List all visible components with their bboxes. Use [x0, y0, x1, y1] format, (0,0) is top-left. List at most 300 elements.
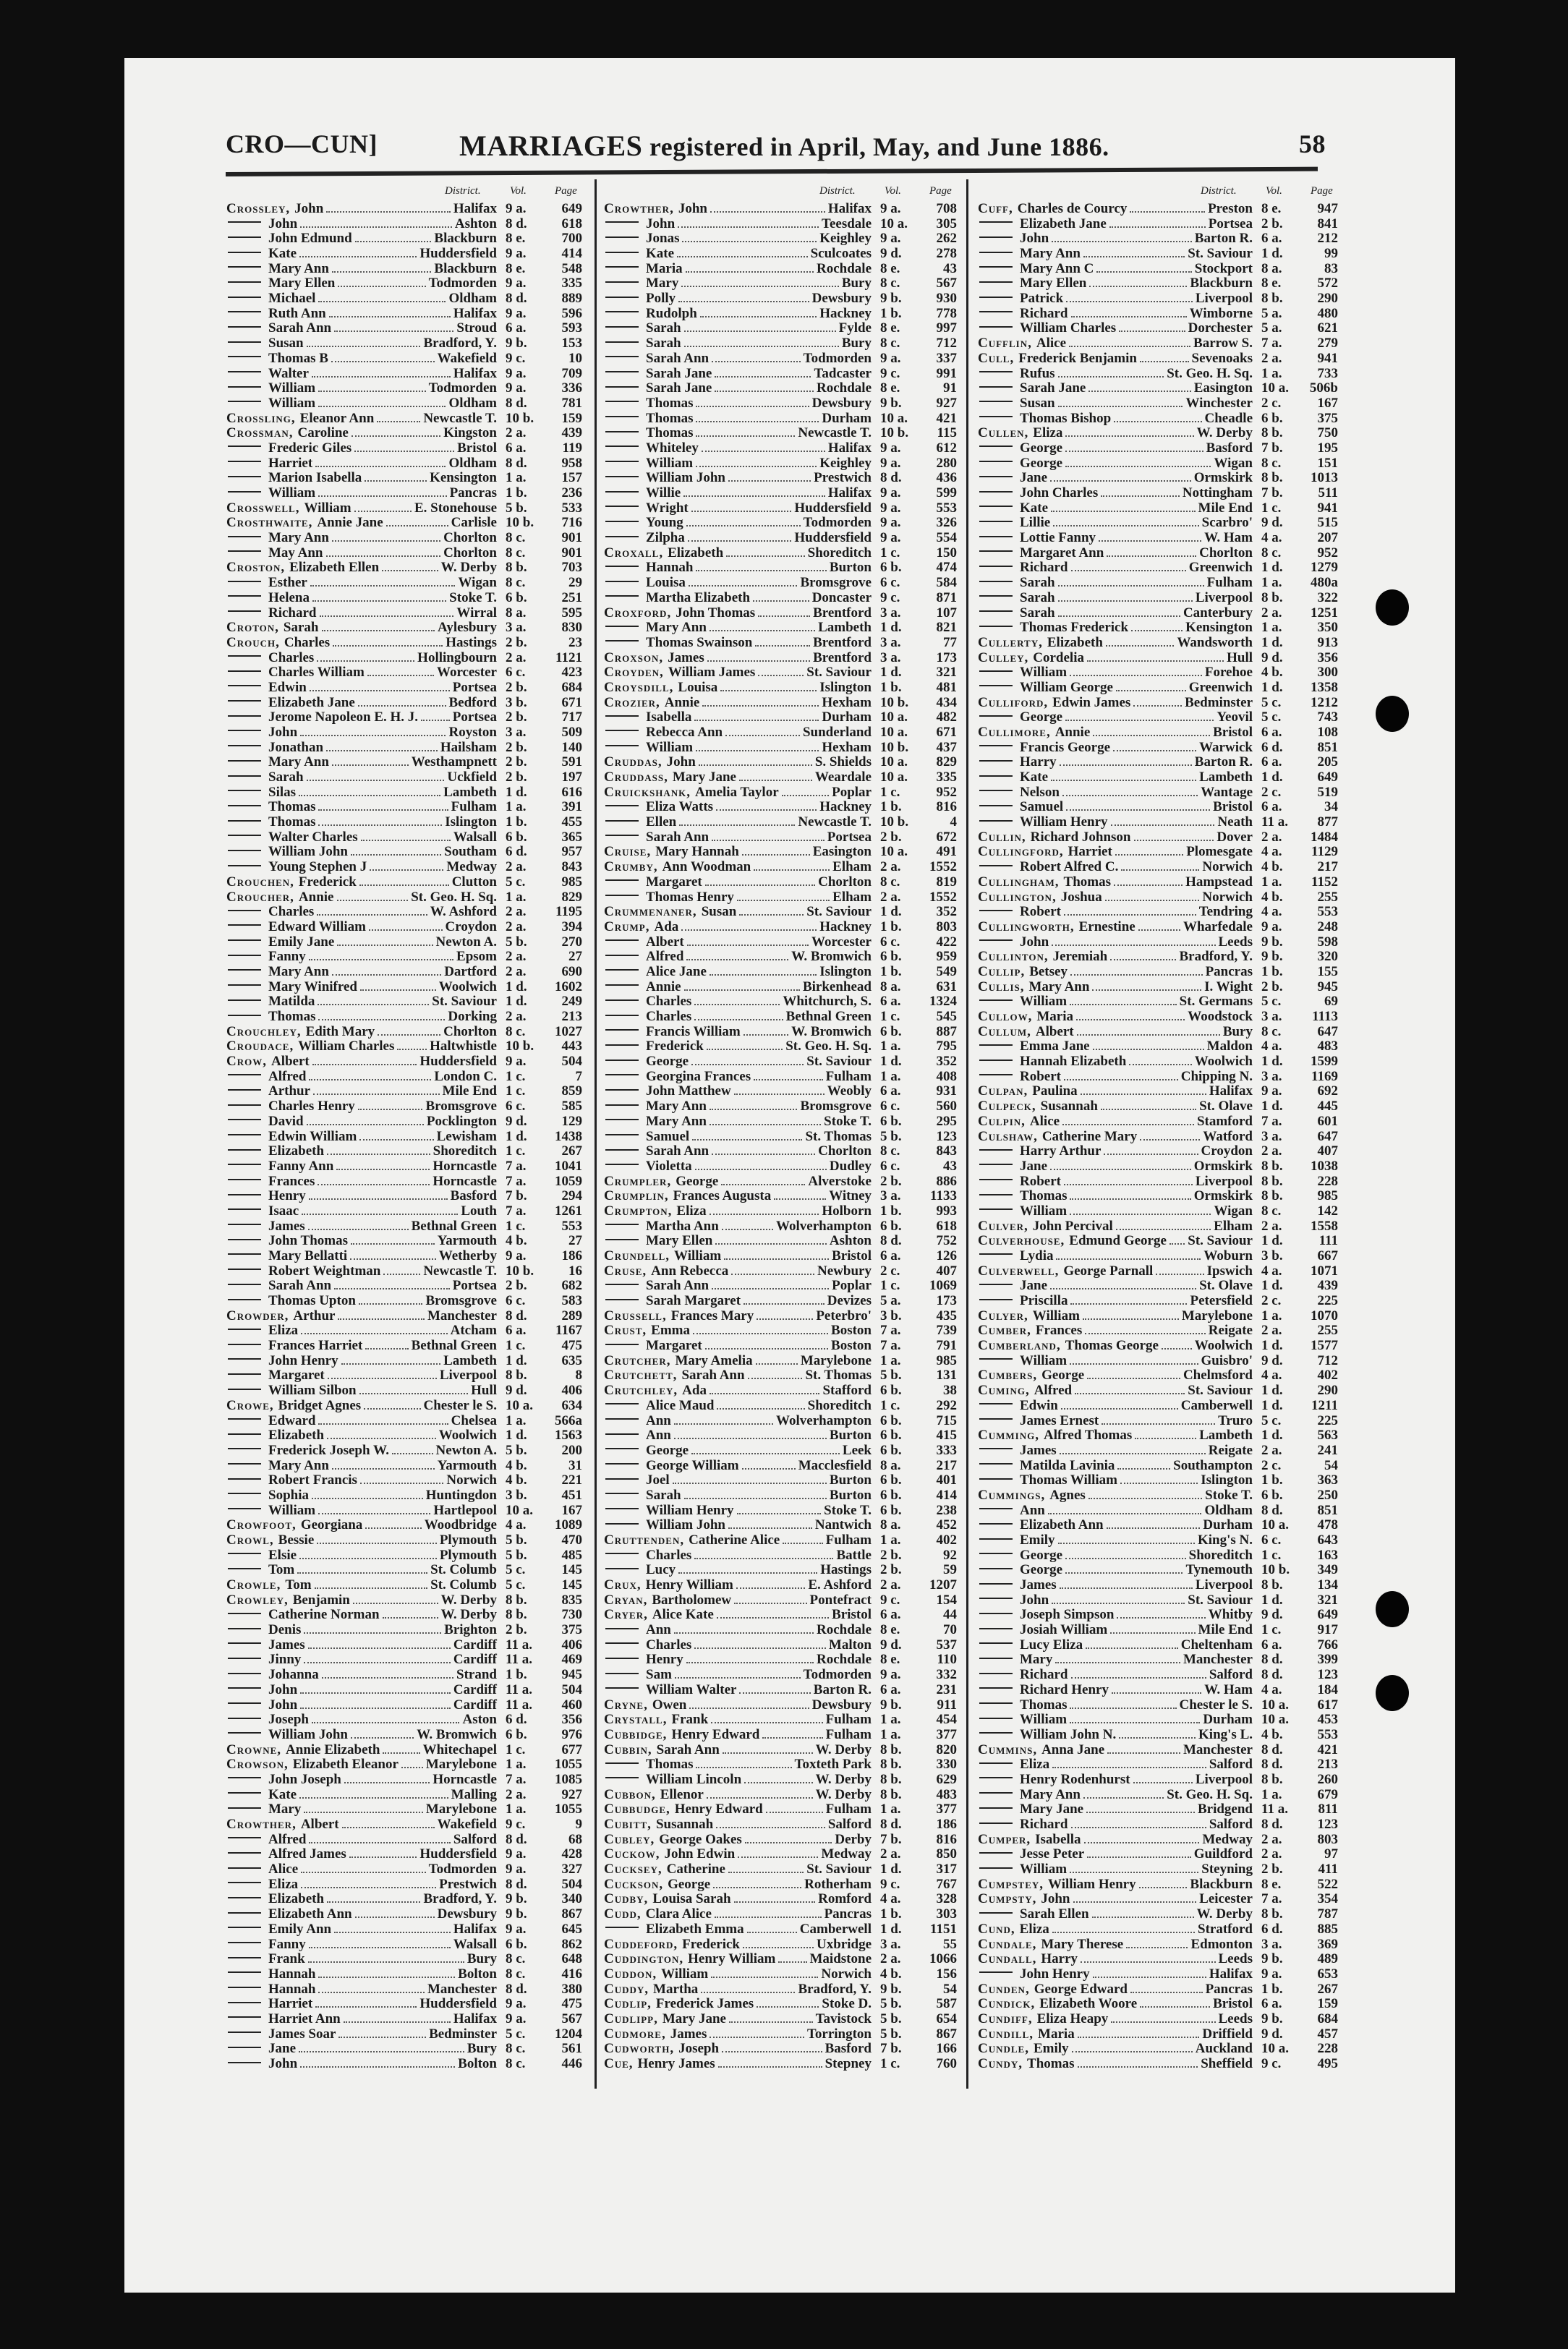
register-entry	[226, 291, 582, 307]
ditto-dash	[979, 760, 1013, 762]
forenames: William Henry	[1048, 1876, 1136, 1892]
volume: 1 c.	[880, 1009, 900, 1025]
forenames: Agnes	[1049, 1487, 1086, 1503]
page-ref: 841	[1317, 216, 1338, 231]
register-entry	[226, 890, 582, 905]
page-ref: 1038	[1311, 1158, 1338, 1174]
page-ref: 480a	[1311, 575, 1338, 591]
register-entry	[226, 1368, 582, 1384]
district: Huddersfield	[794, 500, 872, 516]
register-entry	[604, 964, 957, 980]
dot-leader	[1065, 466, 1211, 467]
page-ref: 421	[936, 410, 957, 426]
ditto-dash	[605, 1164, 639, 1165]
district: Fulham	[451, 799, 497, 815]
page-ref: 328	[936, 1891, 957, 1907]
district: Bradford, Y.	[423, 1891, 497, 1907]
forenames: John	[268, 2056, 298, 2071]
volume: 10 b.	[506, 1263, 534, 1279]
district: Pancras	[1205, 1981, 1253, 1997]
register-entry	[604, 1832, 957, 1848]
ditto-dash	[979, 715, 1013, 717]
district: Hastings	[820, 1562, 872, 1578]
register-entry	[604, 1593, 957, 1608]
dot-leader	[421, 720, 450, 721]
volume: 6 a.	[506, 1323, 527, 1339]
dot-leader	[1052, 241, 1192, 242]
register-entry	[226, 1832, 582, 1848]
register-entry	[978, 799, 1338, 815]
register-entry	[978, 2041, 1338, 2057]
ditto-dash	[605, 431, 639, 432]
forenames: Betsey	[1029, 963, 1068, 979]
forenames: Thomas	[1063, 874, 1111, 890]
district: St. Geo. H. Sq.	[1167, 365, 1253, 381]
page-ref: 295	[936, 1113, 957, 1129]
page-ref: 931	[936, 1083, 957, 1099]
forenames: Henry James	[637, 2056, 715, 2071]
surname: Cufflin,	[978, 336, 1032, 351]
forenames: Robert	[1020, 904, 1061, 920]
surname: Crow,	[226, 1054, 267, 1070]
ditto-dash	[228, 1912, 261, 1914]
surname: Culpeck,	[978, 1099, 1036, 1114]
page-ref: 1041	[555, 1158, 582, 1174]
ditto-dash	[605, 805, 639, 806]
forenames: David	[268, 1113, 304, 1129]
district: Whitchurch, S.	[783, 994, 872, 1010]
register-entry	[604, 709, 957, 725]
ditto-dash	[228, 1807, 261, 1809]
forenames: Eliza	[1033, 425, 1063, 441]
ditto-dash	[228, 536, 261, 537]
dot-leader	[738, 1856, 818, 1858]
dot-leader	[304, 1662, 450, 1663]
register-entry	[226, 1323, 582, 1339]
district: Stockport	[1194, 260, 1253, 276]
forenames: Lucy Eliza	[1020, 1637, 1083, 1653]
register-entry	[226, 904, 582, 920]
register-entry	[604, 1009, 957, 1025]
dot-leader	[674, 1632, 814, 1634]
district: E. Stonehouse	[414, 500, 497, 516]
district: Epsom	[456, 949, 497, 965]
register-entry	[978, 1532, 1338, 1548]
register-entry	[978, 1069, 1338, 1085]
forenames: Hannah	[646, 560, 694, 576]
forenames: Isaac	[268, 1203, 299, 1219]
surname: Culverwell,	[978, 1263, 1060, 1279]
volume: 8 c.	[506, 2041, 526, 2057]
volume: 2 a.	[506, 963, 527, 979]
forenames: Elizabeth Jane	[1020, 216, 1107, 231]
dot-leader	[342, 1827, 435, 1828]
page-ref: 1279	[1311, 560, 1338, 576]
district: Basford	[450, 1188, 497, 1204]
register-entry	[604, 1054, 957, 1070]
forenames: Mary Ann	[1028, 979, 1090, 994]
page-ref: 356	[561, 1712, 582, 1728]
volume: 7 b.	[1261, 440, 1283, 456]
district: Liverpool	[1195, 589, 1253, 605]
page-ref: 945	[561, 1667, 582, 1683]
volume: 9 b.	[1261, 934, 1283, 950]
volume: 6 d.	[1261, 1921, 1283, 1937]
volume: 6 b.	[880, 1487, 902, 1503]
page-ref: 1013	[1311, 470, 1338, 486]
volume: 10 a.	[880, 724, 908, 740]
register-entry	[604, 456, 957, 472]
forenames: Polly	[646, 291, 676, 307]
forenames: Hannah Elizabeth	[1020, 1054, 1127, 1070]
ditto-dash	[605, 1060, 639, 1061]
district: Bedford	[448, 694, 497, 710]
district: Hexham	[822, 739, 872, 755]
register-entry	[978, 1667, 1338, 1683]
dot-leader	[1050, 480, 1191, 482]
district: Yeovil	[1217, 709, 1253, 725]
dot-leader	[351, 435, 440, 437]
page-ref: 1552	[929, 889, 957, 905]
district: St. Saviour	[1188, 1383, 1253, 1399]
volume: 8 d.	[506, 291, 527, 307]
page-ref: 1358	[1311, 679, 1338, 695]
ditto-dash	[228, 2002, 261, 2003]
page-ref: 414	[561, 246, 582, 262]
district: Wakefield	[437, 1817, 497, 1833]
register-entry	[226, 276, 582, 291]
volume: 1 b.	[880, 1906, 902, 1922]
dot-leader	[710, 211, 825, 213]
ditto-dash	[605, 955, 639, 956]
forenames: Ellenor	[660, 1786, 704, 1802]
dot-leader	[1085, 1333, 1206, 1334]
volume: 4 b.	[1261, 665, 1283, 681]
register-entry	[226, 1712, 582, 1728]
volume: 8 b.	[506, 1607, 527, 1623]
volume: 6 a.	[1261, 799, 1282, 815]
page-ref: 123	[1317, 1667, 1338, 1683]
ditto-dash	[979, 1208, 1013, 1210]
forenames: Richard	[1020, 560, 1068, 576]
page-ref: 631	[936, 979, 957, 994]
dot-leader	[332, 540, 440, 542]
register-entry	[604, 1472, 957, 1488]
register-entry	[604, 785, 957, 801]
dot-leader	[1088, 1498, 1202, 1499]
page-ref: 69	[1324, 994, 1338, 1010]
ditto-dash	[228, 266, 261, 268]
ditto-dash	[605, 252, 639, 253]
volume: 9 a.	[880, 201, 901, 216]
district: Wetherby	[438, 1248, 497, 1263]
page-ref: 213	[1317, 1757, 1338, 1773]
dot-leader	[334, 1288, 450, 1289]
dot-leader	[701, 1992, 795, 1993]
volume: 4 a.	[1261, 1368, 1282, 1384]
forenames: Frances Mary	[670, 1308, 754, 1323]
district: Woolwich	[1194, 1338, 1253, 1354]
surname: Cudlip,	[604, 1996, 652, 2012]
page-ref: 621	[1317, 320, 1338, 336]
page-ref: 889	[561, 291, 582, 307]
volume: 4 b.	[1261, 1726, 1283, 1742]
page-ref: 959	[936, 949, 957, 965]
volume: 6 a.	[880, 1248, 901, 1263]
forenames: Kate	[268, 246, 297, 262]
district: Toxteth Park	[794, 1757, 872, 1773]
volume: 8 d.	[506, 1876, 527, 1892]
district: Liverpool	[439, 1368, 497, 1384]
surname: Crouchen,	[226, 874, 294, 890]
register-entry	[604, 276, 957, 291]
register-entry	[978, 1353, 1338, 1369]
ditto-dash	[228, 221, 261, 223]
page-ref: 9	[575, 1817, 582, 1833]
dot-leader	[696, 1767, 791, 1768]
register-entry	[978, 890, 1338, 905]
volume: 6 a.	[1261, 1637, 1282, 1653]
page-ref: 957	[561, 844, 582, 860]
vol-heading: Vol.	[510, 185, 527, 197]
surname: Crystall,	[604, 1712, 668, 1728]
district: Halifax	[453, 365, 497, 381]
forenames: Ann Rebecca	[651, 1263, 729, 1279]
dot-leader	[1060, 1587, 1193, 1589]
page-ref: 340	[561, 1891, 582, 1907]
ditto-dash	[228, 1224, 261, 1225]
ditto-dash	[979, 221, 1013, 223]
surname: Cumpsty,	[978, 1891, 1037, 1907]
district: Peterbro'	[816, 1308, 872, 1323]
dot-leader	[692, 1139, 802, 1141]
surname: Culley,	[978, 649, 1029, 665]
ditto-dash	[228, 924, 261, 926]
dot-leader	[322, 630, 435, 631]
district: Stratford	[1198, 1921, 1253, 1937]
volume: 5 b.	[506, 934, 527, 950]
register-entry	[226, 1802, 582, 1817]
forenames: Sarah	[646, 1487, 681, 1503]
register-entry	[978, 830, 1338, 845]
forenames: Eliza Heapy	[1036, 2011, 1109, 2026]
forenames: Mary Ann	[1020, 246, 1081, 262]
volume: 2 b.	[880, 1547, 902, 1563]
surname: Cruise,	[604, 844, 652, 860]
dot-leader	[307, 346, 421, 347]
ditto-dash	[228, 730, 261, 731]
volume: 6 b.	[880, 1218, 902, 1234]
page-ref: 712	[1317, 1352, 1338, 1368]
register-entry	[226, 725, 582, 741]
dot-leader	[318, 1992, 424, 1993]
dot-leader	[778, 1961, 806, 1963]
register-entry	[604, 1368, 957, 1384]
district: Dover	[1217, 829, 1253, 845]
page-ref: 123	[936, 1128, 957, 1144]
volume: 1 a.	[880, 1802, 901, 1817]
dot-leader	[1089, 286, 1187, 287]
page-title	[459, 129, 1109, 163]
forenames: Mary	[646, 276, 679, 291]
page-ref: 363	[1317, 1472, 1338, 1488]
ditto-dash	[228, 1718, 261, 1719]
page-ref: 648	[561, 1951, 582, 1967]
district: Sculcoates	[810, 246, 872, 262]
page-ref: 460	[561, 1697, 582, 1713]
register-entry	[226, 740, 582, 756]
register-entry	[226, 1682, 582, 1698]
forenames: Alice Kate	[652, 1607, 714, 1623]
page-ref: 643	[1317, 1532, 1338, 1548]
register-entry	[604, 1577, 957, 1593]
district: Weardale	[814, 770, 872, 785]
page-ref: 1070	[1311, 1308, 1338, 1323]
register-entry	[978, 605, 1338, 621]
forenames: John	[268, 724, 298, 740]
register-entry	[226, 1428, 582, 1444]
district: Macclesfield	[798, 1457, 872, 1473]
dot-leader	[312, 1722, 460, 1723]
surname: Crumplin,	[604, 1188, 669, 1204]
district: Halifax	[453, 2011, 497, 2026]
page-ref: 406	[561, 1383, 582, 1399]
surname: Cubley,	[604, 1831, 655, 1847]
page-ref: 326	[936, 515, 957, 531]
surname: Croston,	[226, 560, 286, 576]
forenames: George	[668, 1876, 711, 1892]
page-ref: 563	[1317, 1428, 1338, 1444]
dot-leader	[1119, 1737, 1196, 1739]
register-entry	[604, 1248, 957, 1264]
register-entry	[978, 1548, 1338, 1564]
ditto-dash	[228, 850, 261, 851]
register-entry	[604, 1817, 957, 1833]
district: Halifax	[1209, 1083, 1253, 1099]
page-ref: 941	[1317, 350, 1338, 366]
register-entry	[226, 440, 582, 456]
dot-leader	[1065, 435, 1193, 437]
register-entry	[226, 1338, 582, 1354]
ditto-dash	[605, 1418, 639, 1420]
register-entry	[226, 1787, 582, 1803]
district: Blackburn	[434, 260, 497, 276]
district: Boston	[831, 1338, 872, 1354]
district: Fulham	[825, 1802, 872, 1817]
district: Worcester	[437, 665, 497, 681]
surname: Crowne,	[226, 1742, 282, 1757]
district: Croydon	[1201, 1143, 1253, 1159]
dot-leader	[681, 286, 838, 287]
dot-leader	[712, 1154, 815, 1155]
volume: 6 b.	[880, 1412, 902, 1428]
register-entry	[226, 620, 582, 636]
volume: 8 e.	[880, 380, 900, 396]
dot-leader	[1117, 1617, 1205, 1619]
forenames: John	[1020, 1592, 1049, 1608]
volume: 6 d.	[1261, 739, 1283, 755]
volume: 6 b.	[506, 589, 527, 605]
forenames: Young	[646, 515, 683, 531]
surname: Cuckow,	[604, 1846, 660, 1862]
page-ref: 843	[561, 859, 582, 875]
volume: 6 c.	[506, 1293, 526, 1309]
dot-leader	[318, 1004, 429, 1005]
forenames: Mary Jane	[1020, 1802, 1084, 1817]
surname: Cumper,	[978, 1831, 1031, 1847]
forenames: Richard	[1020, 305, 1068, 321]
volume: 1 b.	[880, 679, 902, 695]
district: S. Shields	[814, 754, 872, 770]
district: Durham	[1203, 1517, 1253, 1533]
district: Woolwich	[1194, 1054, 1253, 1070]
ditto-dash	[228, 1987, 261, 1988]
register-entry	[226, 1293, 582, 1309]
forenames: John	[294, 201, 324, 216]
forenames: Sarah	[268, 770, 304, 785]
district: Liverpool	[1195, 1173, 1253, 1189]
ditto-dash	[228, 1478, 261, 1480]
district: Rochdale	[817, 1622, 872, 1638]
volume: 9 b.	[506, 1906, 527, 1922]
surname: Cundill,	[978, 2026, 1034, 2042]
ditto-dash	[228, 1837, 261, 1838]
dot-leader	[299, 795, 440, 796]
surname: Cullum,	[978, 1023, 1031, 1039]
register-entry	[226, 695, 582, 711]
volume: 8 e.	[880, 320, 900, 336]
forenames: William	[646, 455, 694, 471]
forenames: Sarah Ann	[646, 829, 710, 845]
district: Croydon	[445, 918, 497, 934]
surname: Croysdill,	[604, 679, 674, 695]
surname: Culver,	[978, 1218, 1028, 1234]
volume: 7 a.	[880, 1323, 901, 1339]
forenames: George	[1020, 440, 1063, 456]
forenames: Eliza Watts	[646, 799, 714, 815]
register-entry	[604, 1039, 957, 1054]
volume: 1 d.	[1261, 1592, 1283, 1608]
volume: 9 a.	[880, 350, 901, 366]
district: Guildford	[1193, 1846, 1253, 1862]
register-entry	[604, 1846, 957, 1862]
forenames: Mary Winifred	[268, 979, 357, 994]
page-ref: 457	[1317, 2026, 1338, 2042]
register-entry	[226, 1188, 582, 1204]
volume: 9 a.	[506, 1996, 527, 2012]
district: Todmorden	[428, 1862, 497, 1877]
forenames: Sarah Ellen	[1020, 1906, 1089, 1922]
dot-leader	[313, 1094, 439, 1095]
dot-leader	[1066, 301, 1193, 302]
volume: 10 b.	[506, 1039, 534, 1054]
dot-leader	[1055, 1662, 1180, 1663]
forenames: Joel	[646, 1472, 670, 1488]
district: Auckland	[1195, 2041, 1253, 2057]
district: Leeds	[1218, 934, 1253, 950]
forenames: William John	[268, 844, 348, 860]
volume: 11 a.	[506, 1697, 532, 1713]
register-entry	[978, 1472, 1338, 1488]
page-ref: 16	[568, 1263, 582, 1279]
district: Stroud	[456, 320, 497, 336]
district: Elham	[832, 889, 872, 905]
volume: 2 a.	[1261, 1442, 1282, 1458]
register-entry	[226, 1263, 582, 1279]
volume: 8 b.	[506, 560, 527, 576]
forenames: William Walter	[646, 1681, 737, 1697]
forenames: Albert	[270, 1054, 310, 1070]
